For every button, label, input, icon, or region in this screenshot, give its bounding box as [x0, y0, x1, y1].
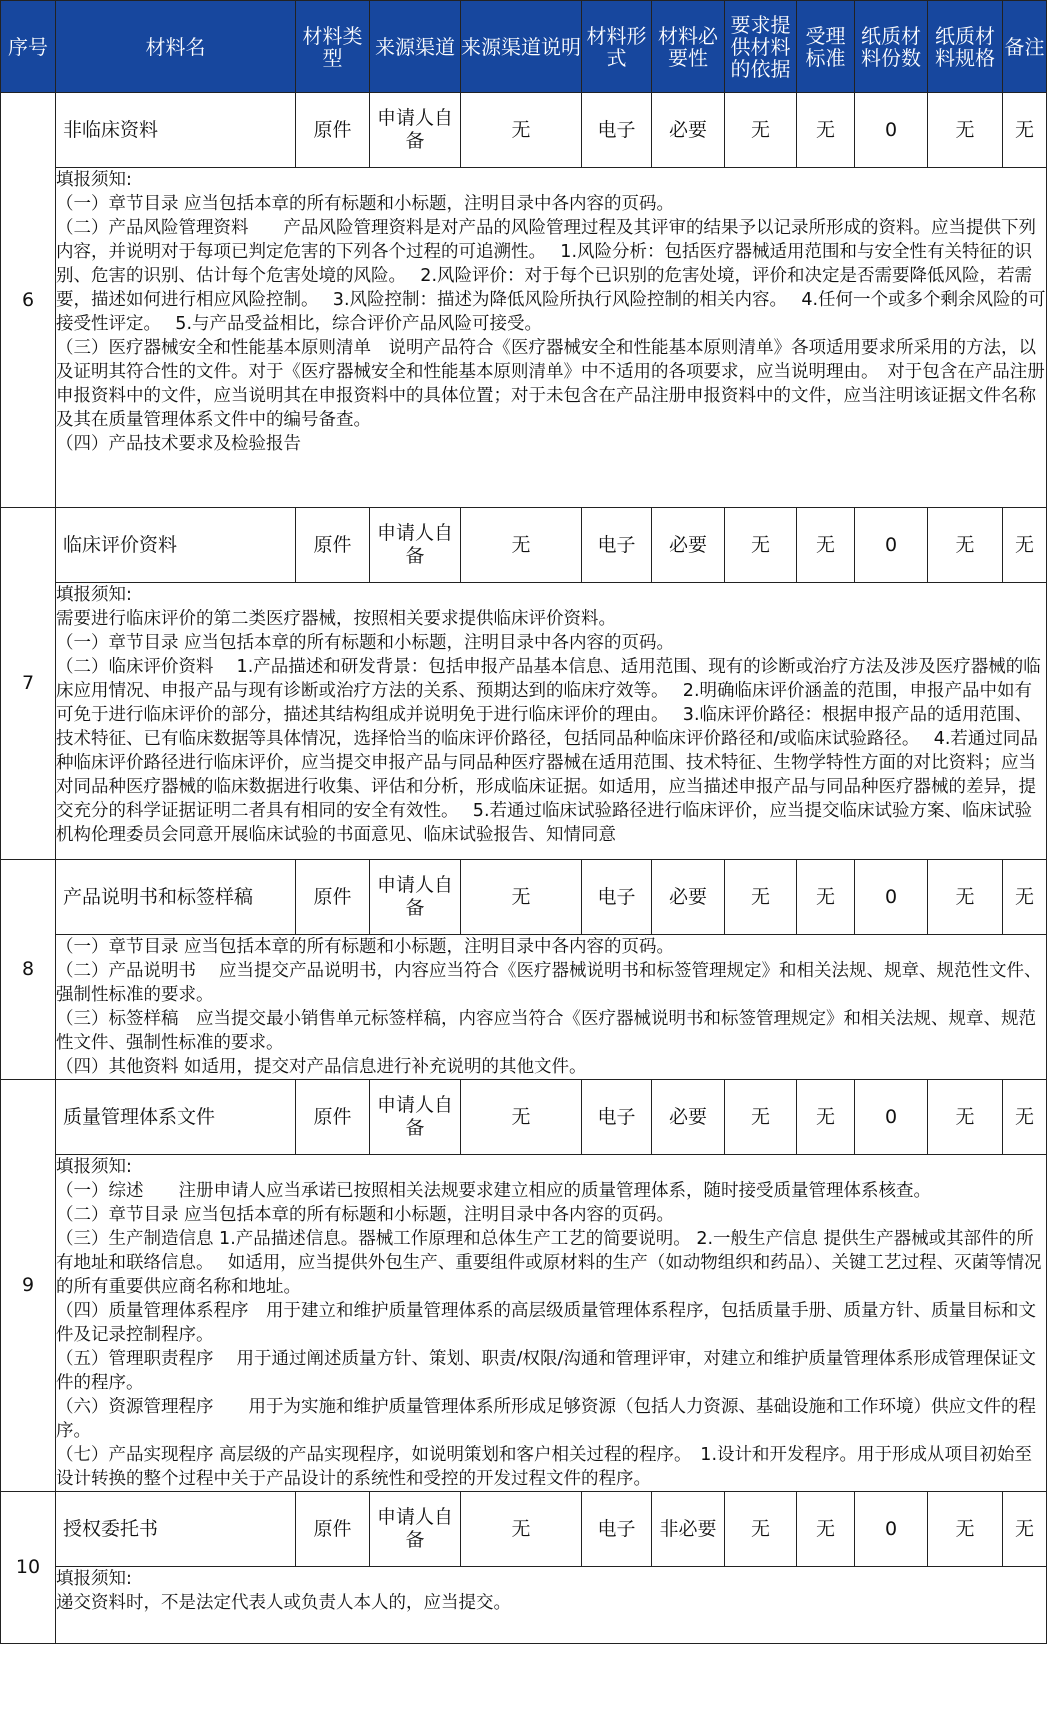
header-copies: 纸质材料份数: [855, 1, 928, 93]
header-necessity: 材料必要性: [652, 1, 725, 93]
note-line: （五）管理职责程序 用于通过阐述质量方针、策划、职责/权限/沟通和管理评审，对建立和维护质量管理体系形成管理保证文件的程序。: [56, 1349, 1036, 1393]
note-line: （一）章节目录 应当包括本章的所有标题和小标题，注明目录中各内容的页码。: [56, 937, 675, 957]
remark: 无: [1003, 93, 1047, 168]
header-source-desc: 来源渠道说明: [461, 1, 582, 93]
remark: 无: [1003, 860, 1047, 935]
material-necessity: 必要: [652, 508, 725, 583]
paper-spec: 无: [928, 1080, 1003, 1155]
source-desc: 无: [461, 860, 582, 935]
table-row: [1, 93, 1047, 168]
table-row: [1, 508, 1047, 583]
note-line: （一）综述 注册申请人应当承诺已按照相关法规要求建立相应的质量管理体系，随时接受质量管理体系核查。: [56, 1181, 931, 1201]
material-source: 申请人自备: [370, 508, 461, 583]
note-line: 填报须知:: [56, 585, 132, 605]
source-desc: 无: [461, 93, 582, 168]
material-form: 电子: [582, 1492, 652, 1567]
material-source: 申请人自备: [370, 1492, 461, 1567]
row-seq: 9: [1, 1080, 56, 1492]
note-line: 需要进行临床评价的第二类医疗器械，按照相关要求提供临床评价资料。: [56, 609, 616, 629]
note-line: （三）标签样稿 应当提交最小销售单元标签样稿，内容应当符合《医疗器械说明书和标签管理规定》和相关法规、规章、规范性文件、强制性标准的要求。: [56, 1009, 1036, 1053]
material-necessity: 必要: [652, 1080, 725, 1155]
filling-notes: [56, 935, 1047, 1080]
table-row: [1, 860, 1047, 935]
basis: 无: [725, 860, 797, 935]
material-name: 非临床资料: [56, 93, 296, 168]
material-source: 申请人自备: [370, 1080, 461, 1155]
paper-copies: 0: [855, 93, 928, 168]
acceptance-standard: 无: [797, 1492, 855, 1567]
notes-row: [1, 1155, 1047, 1492]
header-standard: 受理标准: [797, 1, 855, 93]
notes-row: [1, 583, 1047, 860]
note-line: 填报须知:: [56, 1569, 132, 1589]
header-remark: 备注: [1003, 1, 1047, 93]
note-line: （四）质量管理体系程序 用于建立和维护质量管理体系的高层级质量管理体系程序，包括质量手册、质量方针、质量目标和文件及记录控制程序。: [56, 1301, 1036, 1345]
material-form: 电子: [582, 93, 652, 168]
row-seq: 6: [1, 93, 56, 508]
paper-spec: 无: [928, 508, 1003, 583]
row-seq: 7: [1, 508, 56, 860]
note-line: （二）章节目录 应当包括本章的所有标题和小标题，注明目录中各内容的页码。: [56, 1205, 675, 1225]
basis: 无: [725, 1492, 797, 1567]
paper-spec: 无: [928, 93, 1003, 168]
header-spec: 纸质材料规格: [928, 1, 1003, 93]
material-necessity: 必要: [652, 860, 725, 935]
header-form: 材料形式: [582, 1, 652, 93]
header-seq: 序号: [1, 1, 56, 93]
note-line: （二）产品说明书 应当提交产品说明书，内容应当符合《医疗器械说明书和标签管理规定》和相关法规、规章、规范性文件、强制性标准的要求。: [56, 961, 1042, 1005]
note-line: 递交资料时，不是法定代表人或负责人本人的，应当提交。: [56, 1593, 511, 1613]
filling-notes: [56, 583, 1047, 860]
source-desc: 无: [461, 1492, 582, 1567]
basis: 无: [725, 93, 797, 168]
note-line: 填报须知:: [56, 170, 132, 190]
paper-copies: 0: [855, 1080, 928, 1155]
paper-spec: 无: [928, 860, 1003, 935]
material-name: 质量管理体系文件: [56, 1080, 296, 1155]
acceptance-standard: 无: [797, 1080, 855, 1155]
material-form: 电子: [582, 1080, 652, 1155]
material-form: 电子: [582, 508, 652, 583]
note-line: （三）医疗器械安全和性能基本原则清单 说明产品符合《医疗器械安全和性能基本原则清单》各项适用要求所采用的方法，以及证明其符合性的文件。对于《医疗器械安全和性能基本原则清单》中不适用的各项要求，应当说明理由。 对于包含在产品注册申报资料中的文件，应当说明其在申报资料中的具体位置；对于未包含在产品注册申报资料中的文件，应当注明该证据文件名称及其在质量管理体系文件中的编号备查。: [56, 338, 1045, 430]
table-row: [1, 1080, 1047, 1155]
filling-notes: [56, 168, 1047, 508]
filling-notes: [56, 1155, 1047, 1492]
source-desc: 无: [461, 508, 582, 583]
material-type: 原件: [296, 508, 370, 583]
note-line: （一）章节目录 应当包括本章的所有标题和小标题，注明目录中各内容的页码。: [56, 194, 675, 214]
material-type: 原件: [296, 93, 370, 168]
remark: 无: [1003, 1080, 1047, 1155]
note-line: （二）临床评价资料 1.产品描述和研发背景：包括申报产品基本信息、适用范围、现有的诊断或治疗方法及涉及医疗器械的临床应用情况、申报产品与现有诊断或治疗方法的关系、预期达到的临床疗效等。 2.明确临床评价涵盖的范围，申报产品中如有可免于进行临床评价的部分，描述其结构组成并说明免于进行临床评价的理由。 3.临床评价路径：根据申报产品的适用范围、技术特征、已有临床数据等具体情况，选择恰当的临床评价路径，包括同品种临床评价路径和/或临床试验路径。 4.若通过同品种临床评价路径进行临床评价，应当提交申报产品与同品种医疗器械在适用范围、技术特征、生物学特性方面的对比资料；应当对同品种医疗器械的临床数据进行收集、评估和分析，形成临床证据。如适用，应当描述申报产品与同品种医疗器械的差异，提交充分的科学证据证明二者具有相同的安全有效性。 5.若通过临床试验路径进行临床评价，应当提交临床试验方案、临床试验机构伦理委员会同意开展临床试验的书面意见、临床试验报告、知情同意: [56, 657, 1041, 845]
notes-row: [1, 1567, 1047, 1644]
acceptance-standard: 无: [797, 508, 855, 583]
header-name: 材料名: [56, 1, 296, 93]
note-line: （七）产品实现程序 高层级的产品实现程序，如说明策划和客户相关过程的程序。 1.设计和开发程序。用于形成从项目初始至设计转换的整个过程中关于产品设计的系统性和受控的开发过程文件的程序。: [56, 1445, 1033, 1489]
header-source: 来源渠道: [370, 1, 461, 93]
basis: 无: [725, 508, 797, 583]
remark: 无: [1003, 508, 1047, 583]
header-basis: 要求提供材料的依据: [725, 1, 797, 93]
note-line: （一）章节目录 应当包括本章的所有标题和小标题，注明目录中各内容的页码。: [56, 633, 675, 653]
material-source: 申请人自备: [370, 93, 461, 168]
paper-spec: 无: [928, 1492, 1003, 1567]
note-line: （四）产品技术要求及检验报告: [56, 434, 301, 454]
note-line: （二）产品风险管理资料 产品风险管理资料是对产品的风险管理过程及其评审的结果予以记录所形成的资料。应当提供下列内容，并说明对于每项已判定危害的下列各个过程的可追溯性。 1.风险分析：包括医疗器械适用范围和与安全性有关特征的识别、危害的识别、估计每个危害处境的风险。 2.风险评价：对于每个已识别的危害处境，评价和决定是否需要降低风险，若需要，描述如何进行相应风险控制。 3.风险控制：描述为降低风险所执行风险控制的相关内容。 4.任何一个或多个剩余风险的可接受性评定。 5.与产品受益相比，综合评价产品风险可接受。: [56, 218, 1046, 334]
source-desc: 无: [461, 1080, 582, 1155]
paper-copies: 0: [855, 860, 928, 935]
header-row: [1, 1, 1047, 93]
table-row: [1, 1492, 1047, 1567]
note-line: 填报须知:: [56, 1157, 132, 1177]
note-line: （三）生产制造信息 1.产品描述信息。器械工作原理和总体生产工艺的简要说明。 2.一般生产信息 提供生产器械或其部件的所有地址和联络信息。 如适用，应当提供外包生产、重要组件或原材料的生产（如动物组织和药品）、关键工艺过程、灭菌等情况的所有重要供应商名称和地址。: [56, 1229, 1042, 1297]
remark: 无: [1003, 1492, 1047, 1567]
note-line: （六）资源管理程序 用于为实施和维护质量管理体系所形成足够资源（包括人力资源、基础设施和工作环境）供应文件的程序。: [56, 1397, 1036, 1441]
acceptance-standard: 无: [797, 860, 855, 935]
row-seq: 8: [1, 860, 56, 1080]
row-seq: 10: [1, 1492, 56, 1644]
material-name: 产品说明书和标签样稿: [56, 860, 296, 935]
paper-copies: 0: [855, 508, 928, 583]
material-type: 原件: [296, 1080, 370, 1155]
material-form: 电子: [582, 860, 652, 935]
filling-notes: [56, 1567, 1047, 1644]
notes-row: [1, 168, 1047, 508]
note-line: （四）其他资料 如适用，提交对产品信息进行补充说明的其他文件。: [56, 1057, 587, 1077]
acceptance-standard: 无: [797, 93, 855, 168]
material-name: 临床评价资料: [56, 508, 296, 583]
material-type: 原件: [296, 1492, 370, 1567]
header-type: 材料类型: [296, 1, 370, 93]
material-necessity: 必要: [652, 93, 725, 168]
material-source: 申请人自备: [370, 860, 461, 935]
basis: 无: [725, 1080, 797, 1155]
material-type: 原件: [296, 860, 370, 935]
material-necessity: 非必要: [652, 1492, 725, 1567]
notes-row: [1, 935, 1047, 1080]
paper-copies: 0: [855, 1492, 928, 1567]
material-name: 授权委托书: [56, 1492, 296, 1567]
